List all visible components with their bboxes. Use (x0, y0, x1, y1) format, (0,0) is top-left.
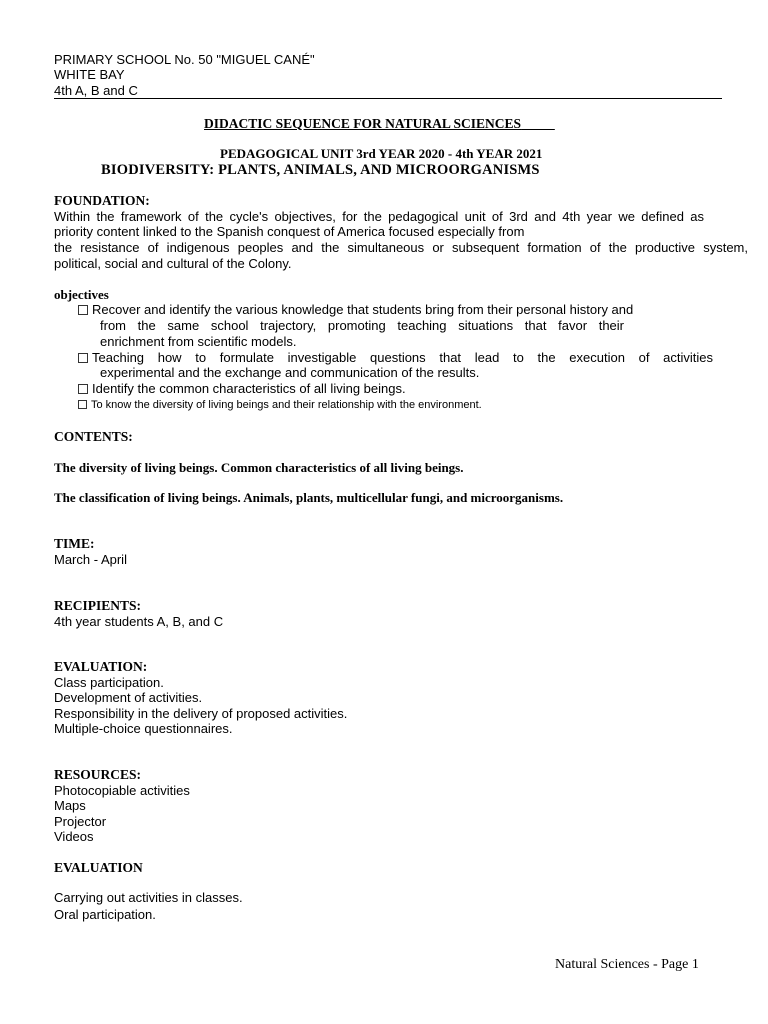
resource-item: Videos (54, 829, 94, 844)
time-value: March - April (54, 552, 127, 567)
objective-item: Recover and identify the various knowledge that students bring from their personal history and (78, 302, 633, 318)
evaluation-item: Carrying out activities in classes. (54, 890, 243, 905)
evaluation-item: Multiple-choice questionnaires. (54, 721, 233, 736)
time-heading: TIME: (54, 536, 95, 551)
bullet-box-icon (78, 305, 88, 315)
bullet-box-icon (78, 384, 88, 394)
objective-line: from the same school trajectory, promoting teaching situations that favor their (100, 318, 624, 333)
objective-line: experimental and the exchange and communication of the results. (100, 365, 480, 380)
foundation-heading: FOUNDATION: (54, 193, 150, 208)
resource-item: Projector (54, 814, 107, 829)
objective-item: To know the diversity of living beings and their relationship with the environment. (78, 398, 482, 413)
unit-title: PEDAGOGICAL UNIT 3rd YEAR 2020 - 4th YEAR 2021 (220, 146, 543, 161)
evaluation-item: Oral participation. (54, 907, 156, 922)
resource-item: Photocopiable activities (54, 783, 190, 798)
topic-title: BIODIVERSITY: PLANTS, ANIMALS, AND MICROORGANISMS (101, 162, 540, 178)
resources-heading: RESOURCES: (54, 767, 142, 782)
recipients-value: 4th year students A, B, and C (54, 614, 224, 629)
evaluation-item: Responsibility in the delivery of proposed activities. (54, 706, 348, 721)
evaluation-heading-2: EVALUATION (54, 860, 143, 875)
bullet-box-icon (78, 400, 87, 409)
bullet-box-icon (78, 353, 88, 363)
contents-item: The diversity of living beings. Common characteristics of all living beings. (54, 460, 464, 475)
objective-line: enrichment from scientific models. (100, 334, 297, 349)
sequence-title: DIDACTIC SEQUENCE FOR NATURAL SCIENCES (204, 116, 522, 131)
school-grades: 4th A, B and C (54, 83, 138, 98)
school-city: WHITE BAY (54, 67, 125, 82)
evaluation-item: Development of activities. (54, 690, 203, 705)
evaluation-item: Class participation. (54, 675, 164, 690)
evaluation-heading: EVALUATION: (54, 659, 148, 674)
contents-heading: CONTENTS: (54, 429, 133, 444)
foundation-line: Within the framework of the cycle's objectives, for the pedagogical unit of 3rd and 4th year we defined as (54, 209, 704, 224)
page-footer: Natural Sciences - Page 1 (555, 957, 699, 972)
objectives-heading: objectives (54, 287, 109, 302)
school-name: PRIMARY SCHOOL No. 50 "MIGUEL CANÉ" (54, 52, 315, 67)
resource-item: Maps (54, 798, 86, 813)
foundation-line: priority content linked to the Spanish conquest of America focused especially from (54, 224, 525, 239)
recipients-heading: RECIPIENTS: (54, 598, 142, 613)
foundation-line: the resistance of indigenous peoples and the simultaneous or subsequent formation of the productive system, (54, 240, 748, 255)
objective-item: Identify the common characteristics of all living beings. (78, 381, 406, 397)
foundation-line: political, social and cultural of the Colony. (54, 256, 292, 271)
contents-item: The classification of living beings. Animals, plants, multicellular fungi, and microorganisms. (54, 490, 564, 505)
header-rule (54, 98, 722, 99)
objective-item: Teaching how to formulate investigable questions that lead to the execution of activities (78, 350, 713, 366)
